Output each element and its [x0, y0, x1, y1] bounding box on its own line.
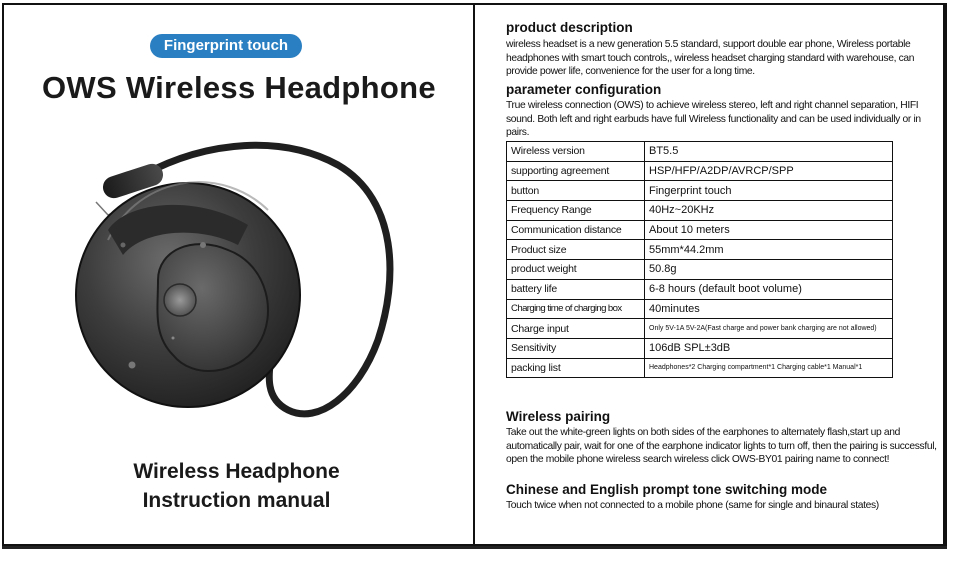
- parameter-configuration-text: True wireless connection (OWS) to achieve wireless stereo, left and right channel separation, HIFI sound. Both left and right earbuds have full Wireless functionality and can be used individually or in pairs.: [506, 100, 921, 138]
- spec-value: 106dB SPL±3dB: [645, 338, 893, 358]
- spec-value: 6-8 hours (default boot volume): [645, 279, 893, 299]
- table-row: [507, 260, 893, 280]
- subtitle-instruction-manual: Instruction manual: [142, 489, 331, 512]
- headphone-product-image: [68, 140, 408, 430]
- spec-key: Product size: [507, 240, 645, 260]
- spec-key: Communication distance: [507, 220, 645, 240]
- wireless-pairing-text: Take out the white-green lights on both sides of the earphones to alternately flash,start up and automatically pair, wait for one of the earphone indicator lights to turn off, then the pairing is successful, open the mobile phone wireless search wireless click OWS-BY01 pairing name to connect!: [506, 427, 937, 465]
- fingerprint-touch-badge: Fingerprint touch: [150, 34, 302, 58]
- spec-value: HSP/HFP/A2DP/AVRCP/SPP: [645, 161, 893, 181]
- table-row: [507, 161, 893, 181]
- spec-key: supporting agreement: [507, 161, 645, 181]
- product-description-text: wireless headset is a new generation 5.5 standard, support double ear phone, Wireless portable headphones with smart touch controls,, wireless headset charging standard with warehouse, can provide power life, convenience for the user for a long time.: [506, 39, 915, 77]
- spec-table: [506, 141, 893, 378]
- table-row: [507, 142, 893, 162]
- table-row: [507, 299, 893, 319]
- spec-value: Headphones*2 Charging compartment*1 Charging cable*1 Manual*1: [645, 358, 893, 378]
- subtitle-wireless-headphone: Wireless Headphone: [133, 460, 340, 483]
- spec-value: Fingerprint touch: [645, 181, 893, 201]
- spec-key: Sensitivity: [507, 338, 645, 358]
- spec-key: button: [507, 181, 645, 201]
- spec-value: 40Hz~20KHz: [645, 201, 893, 221]
- product-title: OWS Wireless Headphone: [42, 70, 436, 105]
- table-row: [507, 338, 893, 358]
- prompt-tone-text: Touch twice when not connected to a mobile phone (same for single and binaural states): [506, 500, 879, 511]
- table-row: [507, 201, 893, 221]
- table-row: [507, 240, 893, 260]
- spec-value: 50.8g: [645, 260, 893, 280]
- spec-key: Frequency Range: [507, 201, 645, 221]
- wireless-pairing-heading: Wireless pairing: [506, 409, 611, 424]
- table-row: [507, 358, 893, 378]
- spec-key: product weight: [507, 260, 645, 280]
- spec-value: BT5.5: [645, 142, 893, 162]
- spec-key: Wireless version: [507, 142, 645, 162]
- page-right-edge: [945, 3, 947, 549]
- prompt-tone-heading: Chinese and English prompt tone switching mode: [506, 482, 828, 497]
- table-row: [507, 181, 893, 201]
- spec-value: Only 5V-1A 5V-2A(Fast charge and power bank charging are not allowed): [645, 319, 893, 339]
- spec-key: Charging time of charging box: [507, 299, 645, 319]
- spec-key: Charge input: [507, 319, 645, 339]
- table-row: [507, 279, 893, 299]
- parameter-configuration-heading: parameter configuration: [506, 82, 662, 97]
- table-row: [507, 220, 893, 240]
- product-description-heading: product description: [506, 20, 633, 35]
- spec-key: packing list: [507, 358, 645, 378]
- page-divider: [473, 3, 475, 549]
- spec-value: About 10 meters: [645, 220, 893, 240]
- spec-value: 40minutes: [645, 299, 893, 319]
- spec-value: 55mm*44.2mm: [645, 240, 893, 260]
- spec-key: battery life: [507, 279, 645, 299]
- page-bottom-edge: [2, 546, 947, 549]
- table-row: [507, 319, 893, 339]
